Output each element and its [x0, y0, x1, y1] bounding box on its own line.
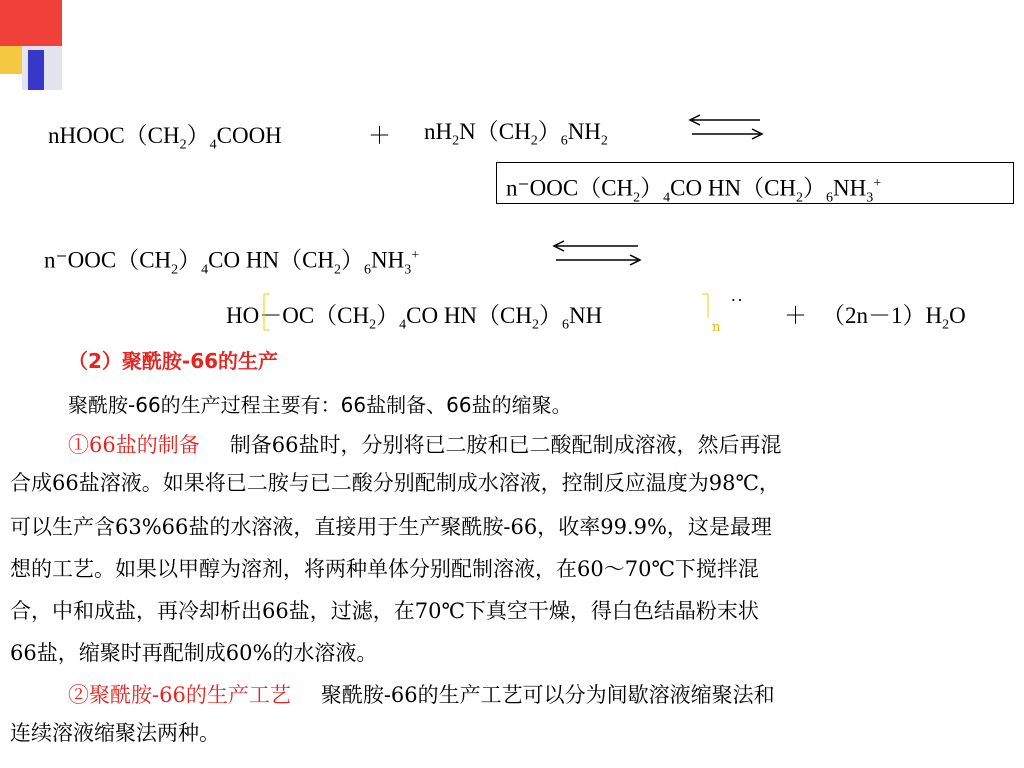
para1-line3: 可以生产含63%66盐的水溶液，直接用于生产聚酰胺-66，收率99.9%，这是最理	[10, 515, 772, 539]
equation-3: $n^-OOC(CH_2)_4CO$ $HN(CH_2)_6NH_3^+$	[44, 247, 420, 278]
equation-4-water: $(2n-1)H_2O$	[822, 303, 966, 333]
equation-4-polymer: $HO-OC(CH_2)_4CO$ $HN(CH_2)_6NH$	[226, 303, 603, 333]
equation-2-product: $n^-OOC(CH_2)_4CO$ $HN(CH_2)_6NH_3^+$	[506, 175, 882, 206]
para1-line4: 想的工艺。如果以甲醇为溶剂，将两种单体分别配制溶液，在60～70℃下搅拌混	[10, 557, 759, 581]
equilibrium-arrow-1	[684, 112, 768, 142]
deco-yellow-block	[0, 46, 22, 74]
para2-line2: 连续溶液缩聚法两种。	[10, 721, 220, 745]
para1-line2: 合成66盐溶液。如果将已二胺与已二酸分别配制成水溶液，控制反应温度为98℃，	[10, 471, 780, 495]
para1-heading: ①66盐的制备	[68, 433, 200, 457]
para2-line1: ②聚酰胺-66的生产工艺 聚酰胺-66的生产工艺可以分为间歇溶液缩聚法和	[68, 683, 775, 707]
para1-line1: ①66盐的制备 制备66盐时，分别将已二胺和已二酸配制成溶液，然后再混	[68, 433, 782, 457]
polymer-bracket	[262, 292, 716, 334]
equation-4-plus: ＋	[784, 303, 807, 328]
repeat-unit-n: n	[712, 320, 721, 335]
intro-text: 聚酰胺-66的生产过程主要有：66盐制备、66盐的缩聚。	[68, 393, 572, 417]
equation-1-left: $nHOOC(CH_2)_4COOH$	[48, 123, 282, 153]
deco-blue-block	[28, 50, 44, 90]
deco-red-block	[0, 0, 62, 46]
equation-1-right: $nH_2N(CH_2)_6NH_2$	[424, 119, 608, 149]
para2-heading: ②聚酰胺-66的生产工艺	[68, 683, 291, 707]
equation-4-dots: ˙˙	[730, 295, 744, 317]
section-heading: （2）聚酰胺-66的生产	[68, 349, 279, 373]
para1-line5: 合，中和成盐，再冷却析出66盐，过滤，在70℃下真空干燥，得白色结晶粉末状	[10, 599, 759, 623]
para1-line6: 66盐，缩聚时再配制成60%的水溶液。	[10, 641, 378, 665]
equation-1-plus: ＋	[368, 123, 391, 148]
equilibrium-arrow-2	[548, 238, 646, 268]
